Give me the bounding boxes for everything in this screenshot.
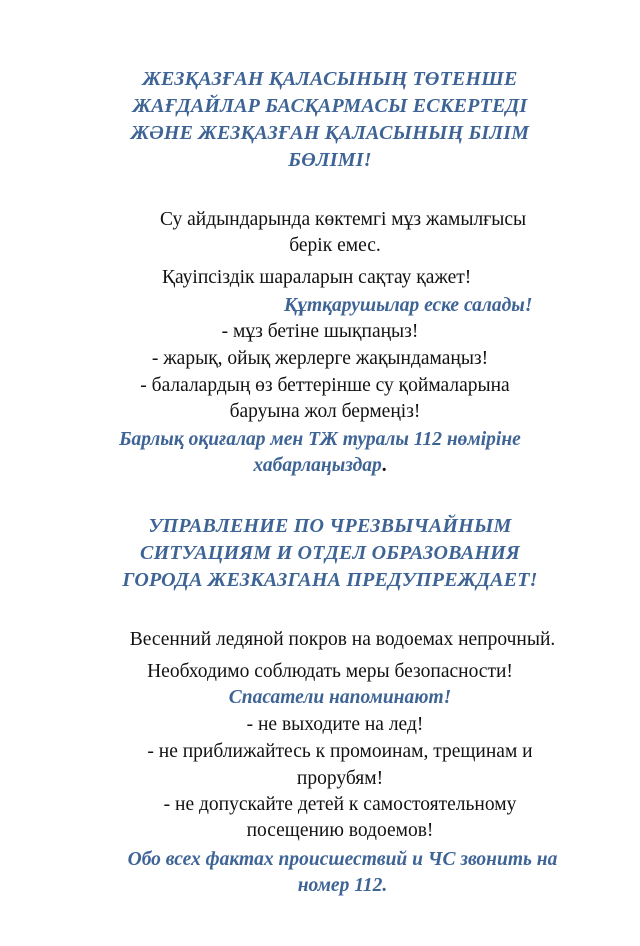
- kz-rescuers-reminder: Құтқарушылар еске салады!: [284, 295, 533, 316]
- kz-rule-3-line-1: - балалардың өз беттерінше су қоймаларына: [140, 375, 510, 396]
- kz-call-text: хабарлаңыздар: [253, 455, 382, 476]
- ru-heading-line: ГОРОДА ЖЕЗКАЗГАНА ПРЕДУПРЕЖДАЕТ!: [122, 569, 538, 591]
- kz-heading: [70, 66, 590, 174]
- ru-heading-line: СИТУАЦИЯМ И ОТДЕЛ ОБРАЗОВАНИЯ: [140, 542, 520, 564]
- ru-rule-2-line-2: прорубям!: [296, 768, 384, 789]
- kz-heading-line: ЖӘНЕ ЖЕЗҚАЗҒАН ҚАЛАСЫНЫҢ БІЛІМ: [130, 122, 530, 144]
- kz-paragraph-1-line-1: Су айдындарында көктемгі мұз жамылғысы: [160, 209, 527, 230]
- kz-call-period: .: [381, 455, 387, 476]
- ru-paragraph-1: Весенний ледяной покров на водоемах непрочный.: [129, 629, 556, 650]
- kz-rule-2: - жарық, ойық жерлерге жақындамаңыз!: [151, 348, 489, 369]
- kz-rule-1: - мұз бетіне шықпаңыз!: [221, 321, 419, 342]
- kz-heading-line: ЖАҒДАЙЛАР БАСҚАРМАСЫ ЕСКЕРТЕДІ: [132, 95, 528, 117]
- ru-rescuers-reminder: Спасатели напоминают!: [228, 687, 452, 708]
- ru-safety-notice: Необходимо соблюдать меры безопасности!: [147, 661, 513, 682]
- kz-safety-notice: Қауіпсіздік шараларын сақтау қажет!: [162, 267, 472, 288]
- ru-rule-3-line-2: посещению водоемов!: [246, 820, 434, 841]
- ru-heading-line: УПРАВЛЕНИЕ ПО ЧРЕЗВЫЧАЙНЫМ: [148, 515, 512, 537]
- ru-rule-2-line-1: - не приближайтесь к промоинам, трещинам и: [147, 741, 533, 762]
- ru-rule-3-line-1: - не допускайте детей к самостоятельному: [163, 794, 517, 815]
- kz-paragraph-1-line-2: берік емес.: [289, 235, 381, 256]
- ru-heading: [60, 513, 600, 594]
- kz-heading-line: БӨЛІМІ!: [288, 149, 372, 171]
- ru-call-line-1: Обо всех фактах происшествий и ЧС звонить на: [127, 849, 558, 870]
- ru-rule-1: - не выходите на лед!: [246, 714, 424, 735]
- kz-heading-line: ЖЕЗҚАЗҒАН ҚАЛАСЫНЫҢ ТӨТЕНШЕ: [142, 68, 518, 90]
- kz-call-line-1: Барлық оқиғалар мен ТЖ туралы 112 нөміріне: [119, 429, 521, 450]
- kz-call-line-2: [0, 454, 640, 478]
- kz-rule-3-line-2: баруына жол бермеңіз!: [229, 401, 421, 422]
- ru-call-line-2: номер 112.: [297, 875, 388, 896]
